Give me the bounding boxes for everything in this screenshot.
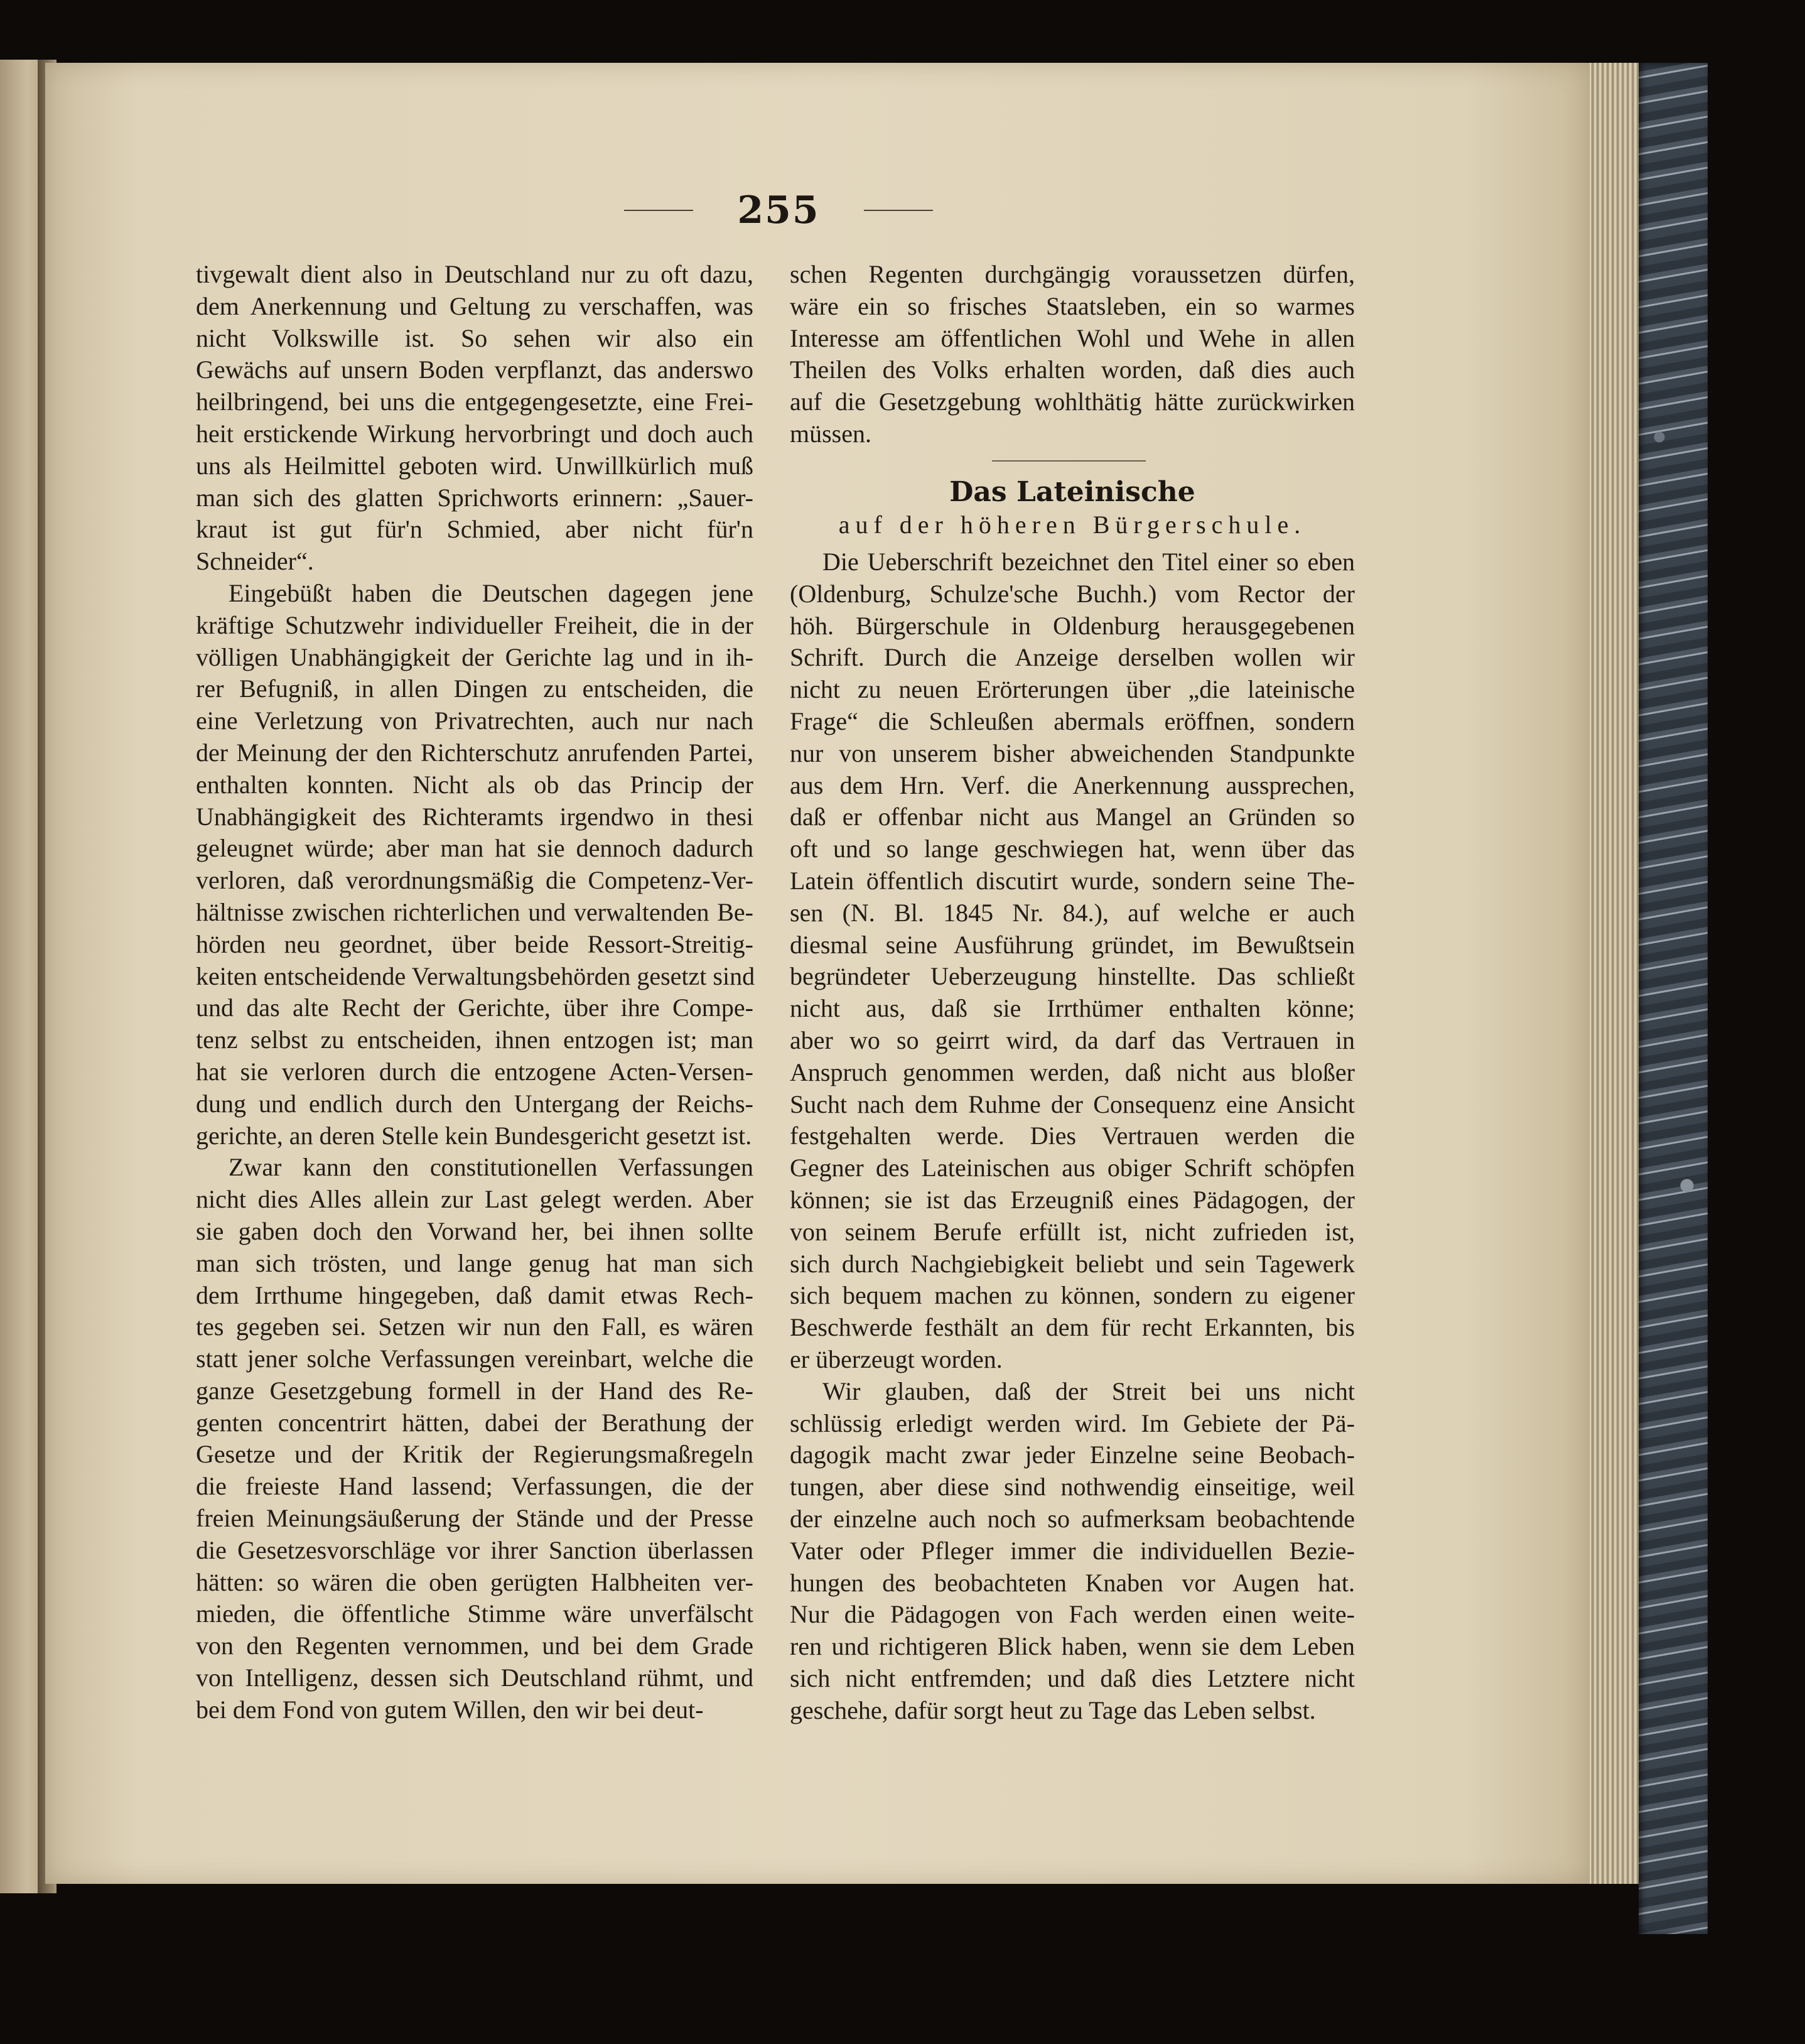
text-line: verloren, daß verordnungsmäßig die Competenz-Ver- (196, 866, 753, 895)
text-line: Eingebüßt haben die Deutschen dagegen jene (229, 578, 753, 607)
text-line: begründeter Ueberzeugung hinstellte. Das schließt (790, 962, 1355, 991)
text-line: nur von unserem bisher abweichenden Standpunkte (790, 738, 1355, 767)
text-line: von den Regenten vernommen, und bei dem Grade (196, 1631, 753, 1660)
text-line: tivgewalt dient also in Deutschland nur zu oft dazu, (196, 260, 753, 288)
text-line: nicht aus, daß sie Irrthümer enthalten könne; (790, 994, 1355, 1023)
text-line: und das alte Recht der Gerichte, über ihre Compe- (196, 993, 753, 1022)
text-line: nicht zu neuen Erörterungen über „die lateinische (790, 675, 1355, 704)
left-text-column (196, 259, 753, 1726)
text-line: Zwar kann den constitutionellen Verfassungen (229, 1153, 753, 1182)
text-line: rer Befugniß, in allen Dingen zu entscheiden, die (196, 674, 753, 703)
text-line: Nur die Pädagogen von Fach werden einen weite- (790, 1600, 1355, 1629)
text-line: tes gegeben sei. Setzen wir nun den Fall, es wären (196, 1312, 753, 1341)
text-line: Anspruch genommen werden, daß nicht aus bloßer (790, 1057, 1355, 1086)
text-line: von seinem Berufe erfüllt ist, nicht zufrieden ist, (790, 1217, 1355, 1246)
right-text-column-top (790, 259, 1355, 450)
text-line: können; sie ist das Erzeugniß eines Pädagogen, der (790, 1185, 1355, 1214)
text-line: (Oldenburg, Schulze'sche Buchh.) vom Rector der (790, 579, 1355, 608)
text-line: tungen, aber diese sind nothwendig einseitige, weil (790, 1473, 1355, 1501)
text-line: Theilen des Volks erhalten worden, daß dies auch (790, 355, 1355, 384)
text-line: er überzeugt worden. (790, 1344, 1003, 1373)
text-line: sich bequem machen zu können, sondern zu eigener (790, 1281, 1355, 1310)
text-line: enthalten konnten. Nicht als ob das Princip der (196, 770, 753, 799)
text-line: tenz selbst zu entscheiden, ihnen entzogen ist; man (196, 1025, 753, 1054)
text-line: Unabhängigkeit des Richteramts irgendwo in thesi (196, 802, 753, 831)
text-line: sich durch Nachgiebigkeit beliebt und sein Tagewerk (790, 1249, 1355, 1278)
text-line: hätten: so wären die oben gerügten Halbheiten ver- (196, 1567, 753, 1596)
text-line: Schneider“. (196, 547, 314, 576)
text-line: oft und so lange geschwiegen hat, wenn über das (790, 835, 1355, 863)
header-rule-right (864, 210, 933, 211)
text-line: mieden, die öffentliche Stimme wäre unverfälscht (196, 1599, 753, 1628)
text-line: ren und richtigeren Blick haben, wenn sie dem Leben (790, 1632, 1355, 1661)
text-line: dem Anerkennung und Geltung zu verschaffen, was (196, 291, 753, 320)
text-line: Gesetze und der Kritik der Regierungsmaßregeln (196, 1440, 753, 1469)
header-rule-left (624, 210, 693, 211)
section-divider (992, 460, 1146, 462)
text-line: der einzelne auch noch so aufmerksam beobachtende (790, 1504, 1355, 1533)
text-line: festgehalten werde. Dies Vertrauen werden die (790, 1122, 1355, 1150)
text-line: dagogik macht zwar jeder Einzelne seine Beobach- (790, 1441, 1355, 1469)
text-line: uns als Heilmittel geboten wird. Unwillkürlich muß (196, 451, 753, 480)
text-line: Schrift. Durch die Anzeige derselben wollen wir (790, 643, 1355, 672)
text-line: Die Ueberschrift bezeichnet den Titel einer so eben (822, 548, 1355, 576)
text-line: nicht Volkswille ist. So sehen wir also ein (196, 323, 753, 352)
text-line: gerichte, an deren Stelle kein Bundesgericht gesetzt ist. (196, 1121, 752, 1150)
text-line: Vater oder Pfleger immer die individuellen Bezie- (790, 1536, 1355, 1565)
text-line: sie gaben doch den Vorwand her, bei ihnen sollte (196, 1216, 753, 1245)
text-line: Sucht nach dem Ruhme der Consequenz eine Ansicht (790, 1090, 1355, 1118)
text-line: völligen Unabhängigkeit der Gerichte lag und in ih- (196, 642, 753, 671)
text-line: Interesse am öffentlichen Wohl und Wehe in allen (790, 323, 1355, 352)
text-line: dem Irrthume hingegeben, daß damit etwas Rech- (196, 1280, 753, 1309)
right-text-column-bottom (790, 546, 1355, 1726)
page-number: 255 (737, 188, 820, 232)
text-line: geschehe, dafür sorgt heut zu Tage das Leben selbst. (790, 1695, 1316, 1724)
text-line: die Gesetzesvorschläge vor ihrer Sanction überlassen (196, 1535, 753, 1564)
text-line: Gegner des Lateinischen aus obiger Schrift schöpfen (790, 1154, 1355, 1182)
text-line: Beschwerde festhält an dem für recht Erkannten, bis (790, 1313, 1355, 1342)
text-line: sen (N. Bl. 1845 Nr. 84.), auf welche er auch (790, 898, 1355, 927)
text-line: dung und endlich durch den Untergang der Reichs- (196, 1089, 753, 1118)
text-line: diesmal seine Ausführung gründet, im Bewußtsein (790, 930, 1355, 959)
text-line: Latein öffentlich discutirt wurde, sondern seine The- (790, 866, 1355, 895)
text-line: von Intelligenz, dessen sich Deutschland rühmt, und (196, 1663, 753, 1692)
text-line: kraut ist gut für'n Schmied, aber nicht für'n (196, 515, 753, 544)
text-line: heit erstickende Wirkung hervorbringt und doch auch (196, 419, 753, 448)
marbled-cover-board (1639, 63, 1708, 1934)
text-line: daß er offenbar nicht aus Mangel an Gründen so (790, 803, 1355, 831)
text-line: müssen. (790, 419, 871, 448)
text-line: man sich trösten, und lange genug hat man sich (196, 1248, 753, 1277)
text-line: Gewächs auf unsern Boden verpflanzt, das anderswo (196, 355, 753, 384)
text-line: aus dem Hrn. Verf. die Anerkennung aussprechen, (790, 771, 1355, 799)
text-line: freien Meinungsäußerung der Stände und der Presse (196, 1504, 753, 1533)
text-line: schen Regenten durchgängig voraussetzen dürfen, (790, 260, 1355, 288)
text-line: genten concentrirt hätten, dabei der Berathung der (196, 1408, 753, 1437)
text-line: wäre ein so frisches Staatsleben, ein so warmes (790, 291, 1355, 320)
text-line: höh. Bürgerschule in Oldenburg herausgegebenen (790, 611, 1355, 640)
article-subtitle: auf der höheren Bürgerschule. (838, 511, 1307, 539)
text-line: kräftige Schutzwehr individueller Freiheit, die in der (196, 610, 753, 639)
text-line: Frage“ die Schleußen abermals eröffnen, sondern (790, 706, 1355, 735)
text-line: statt jener solche Verfassungen vereinbart, welche die (196, 1344, 753, 1373)
text-line: ganze Gesetzgebung formell in der Hand des Re- (196, 1376, 753, 1405)
text-line: auf die Gesetzgebung wohlthätig hätte zurückwirken (790, 387, 1355, 416)
text-line: schlüssig erledigt werden wird. Im Gebiete der Pä- (790, 1409, 1355, 1437)
text-line: nicht dies Alles allein zur Last gelegt werden. Aber (196, 1185, 753, 1214)
text-line: geleugnet würde; aber man hat sie dennoch dadurch (196, 834, 753, 863)
text-line: man sich des glatten Sprichworts erinnern: „Sauer- (196, 483, 753, 512)
text-line: Wir glauben, daß der Streit bei uns nicht (822, 1376, 1355, 1405)
page-header (618, 188, 939, 232)
text-line: keiten entscheidende Verwaltungsbehörden gesetzt sind (196, 961, 755, 990)
text-line: hörden neu geordnet, über beide Ressort-Streitig- (196, 929, 753, 958)
text-line: eine Verletzung von Privatrechten, auch nur nach (196, 706, 753, 735)
text-line: der Meinung der den Richterschutz anrufenden Partei, (196, 738, 753, 767)
text-line: hältnisse zwischen richterlichen und verwaltenden Be- (196, 897, 753, 926)
text-line: hungen des beobachteten Knaben vor Augen hat. (790, 1568, 1355, 1597)
text-line: aber wo so geirrt wird, da darf das Vertrauen in (790, 1025, 1355, 1054)
text-line: sich nicht entfremden; und daß dies Letztere nicht (790, 1663, 1355, 1692)
text-line: hat sie verloren durch die entzogene Acten-Versen- (196, 1057, 753, 1086)
text-line: heilbringend, bei uns die entgegengesetzte, eine Frei- (196, 387, 753, 416)
text-line: die freieste Hand lassend; Verfassungen, die der (196, 1472, 753, 1501)
text-line: bei dem Fond von gutem Willen, den wir bei deut- (196, 1695, 704, 1724)
article-title: Das Lateinische (949, 476, 1195, 508)
